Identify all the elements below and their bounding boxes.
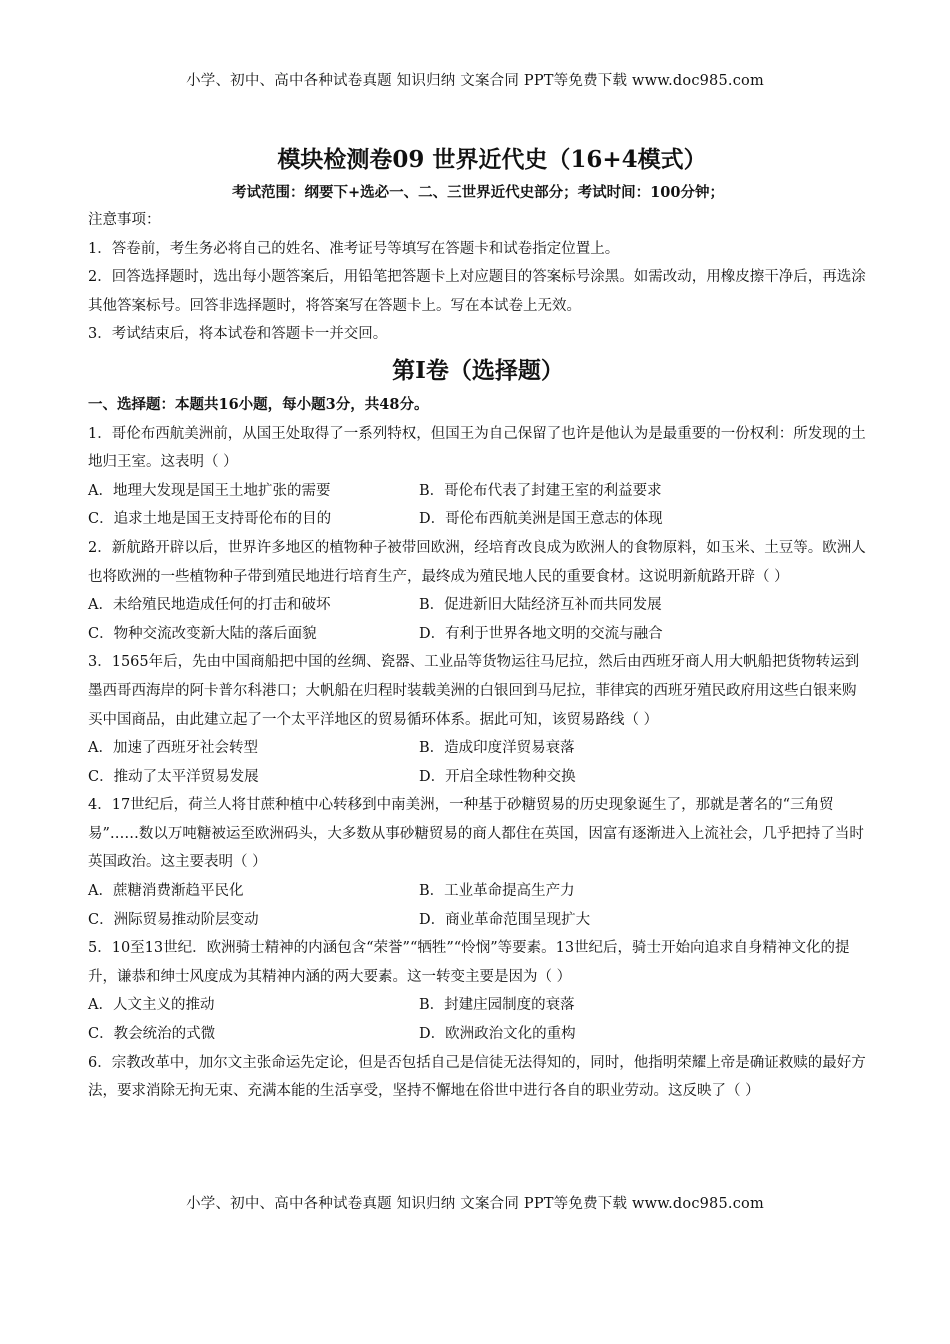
question-stem: 3．1565年后，先由中国商船把中国的丝绸、瓷器、工业品等货物运往马尼拉，然后由西班牙商人用大帆船把货物转运到墨西哥西海岸的阿卡普尔科港口；大帆船在归程时装载美洲的白银回到马尼拉，菲律宾的西班牙殖民政府用这些白银来购买中国商品，由此建立起了一个太平洋地区的贸易循环体系。据此可知，该贸易路线（ ） — [88, 654, 860, 728]
question-stem: 2．新航路开辟以后，世界许多地区的植物种子被带回欧洲，经培育改良成为欧洲人的食物原料，如玉米、土豆等。欧洲人也将欧洲的一些植物种子带到殖民地进行培育生产，最终成为殖民地人民的重要食材。这说明新航路开辟（ ） — [88, 539, 866, 585]
page-title: 模块检测卷09 世界近代史（16+4模式） — [277, 146, 707, 173]
option-b: B．造成印度洋贸易衰落 — [419, 740, 575, 757]
question — [88, 1049, 868, 1106]
part-heading: 一、选择题：本题共16小题，每小题3分，共48分。 — [88, 395, 429, 413]
question — [88, 648, 868, 791]
question — [88, 791, 868, 934]
section-title: 第I卷（选择题） — [392, 356, 564, 384]
option-a: A．未给殖民地造成任何的打击和破坏 — [88, 597, 331, 614]
question — [88, 420, 868, 534]
option-c: C．推动了太平洋贸易发展 — [88, 768, 259, 785]
option-list — [88, 734, 868, 791]
option-list — [88, 591, 868, 648]
option-c: C．教会统治的式微 — [88, 1026, 216, 1043]
notice-item: 1．答卷前，考生务必将自己的姓名、准考证号等填写在答题卡和试卷指定位置上。 — [88, 240, 620, 257]
option-b: B．促进新旧大陆经济互补而共同发展 — [419, 597, 662, 614]
option-c: C．洲际贸易推动阶层变动 — [88, 911, 259, 928]
option-a: A．蔗糖消费渐趋平民化 — [88, 883, 244, 900]
question-stem: 6．宗教改革中，加尔文主张命运先定论，但是否包括自己是信徒无法得知的，同时，他指明荣耀上帝是确证救赎的最好方法，要求消除无拘无束、充满本能的生活享受，坚持不懈地在俗世中进行各自的职业劳动。这反映了（ ） — [88, 1054, 866, 1100]
question — [88, 934, 868, 1048]
question-stem: 5．10至13世纪．欧洲骑士精神的内涵包含“荣誉”“牺牲”“怜悯”等要素。13世纪后，骑士开始向追求自身精神文化的提升，谦恭和绅士风度成为其精神内涵的两大要素。这一转变主要是因为（ ） — [88, 940, 850, 985]
question-stem: 4．17世纪后，荷兰人将甘蔗种植中心转移到中南美洲，一种基于砂糖贸易的历史现象诞生了，那就是著名的“三角贸易”……数以万吨糖被运至欧洲码头，大多数从事砂糖贸易的商人都住在英国，因富有逐渐进入上流社会，几乎把持了当时英国政治。这主要表明（ ） — [88, 797, 864, 871]
exam-scope: 考试范围：纲要下+选必一、二、三世界近代史部分；考试时间：100分钟； — [232, 184, 724, 201]
option-d: D．商业革命范围呈现扩大 — [419, 911, 591, 928]
option-c: C．物种交流改变新大陆的落后面貌 — [88, 625, 317, 642]
option-d: D．开启全球性物种交换 — [419, 768, 576, 785]
option-d: D．哥伦布西航美洲是国王意志的体现 — [419, 511, 663, 528]
option-b: B．工业革命提高生产力 — [419, 883, 575, 900]
option-a: A．地理大发现是国王土地扩张的需要 — [88, 482, 331, 499]
option-list — [88, 477, 868, 534]
notice-label: 注意事项： — [88, 212, 161, 228]
page-header: 小学、初中、高中各种试卷真题 知识归纳 文案合同 PPT等免费下载 www.doc985.com — [186, 73, 764, 89]
option-d: D．有利于世界各地文明的交流与融合 — [419, 625, 663, 642]
document-body — [88, 140, 868, 1106]
option-c: C．追求土地是国王支持哥伦布的目的 — [88, 511, 332, 528]
option-a: A．人文主义的推动 — [88, 997, 215, 1014]
notice-item: 2．回答选择题时，选出每小题答案后，用铅笔把答题卡上对应题目的答案标号涂黑。如需改动，用橡皮擦干净后，再选涂其他答案标号。回答非选择题时，将答案写在答题卡上。写在本试卷上无效。 — [88, 269, 866, 314]
option-list — [88, 877, 868, 934]
option-a: A．加速了西班牙社会转型 — [88, 740, 258, 757]
question — [88, 534, 868, 648]
notice-item: 3．考试结束后，将本试卷和答题卡一并交回。 — [88, 326, 388, 343]
option-list — [88, 991, 868, 1048]
option-b: B．封建庄园制度的衰落 — [419, 997, 575, 1014]
option-d: D．欧洲政治文化的重构 — [419, 1026, 576, 1043]
question-stem: 1．哥伦布西航美洲前，从国王处取得了一系列特权，但国王为自己保留了也许是他认为是最重要的一份权利：所发现的土地归王室。这表明（ ） — [88, 425, 866, 471]
option-b: B．哥伦布代表了封建王室的利益要求 — [419, 482, 662, 499]
page-footer: 小学、初中、高中各种试卷真题 知识归纳 文案合同 PPT等免费下载 www.doc985.com — [186, 1196, 764, 1212]
